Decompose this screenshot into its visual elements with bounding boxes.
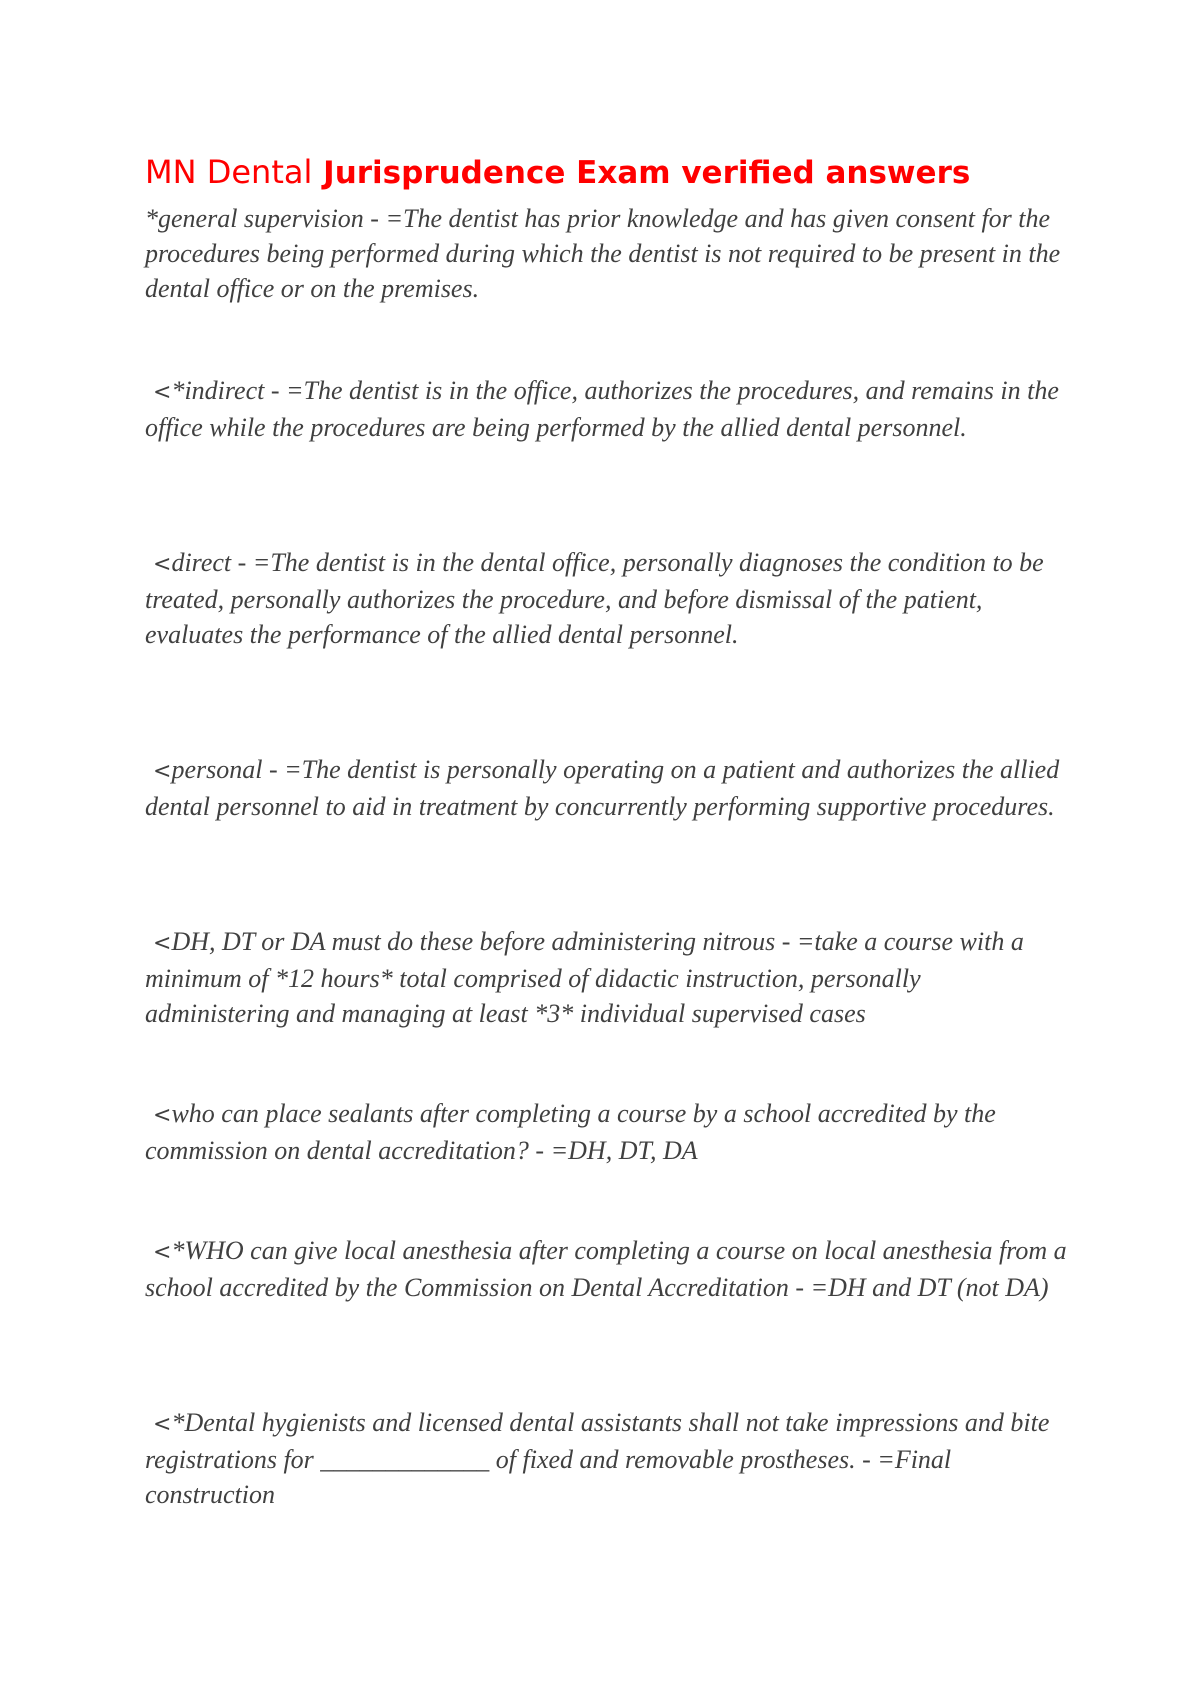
qa-entry-sealants (145, 1096, 1070, 1168)
qa-entry-indirect (145, 373, 1070, 445)
entry-prefix: < (153, 380, 172, 405)
entry-text: *indirect - =The dentist is in the office, authorizes the procedures, and remains in the office while the procedures are being performed by the allied dental personnel. (145, 376, 1059, 442)
entry-text: who can place sealants after completing a course by a school accredited by the commission on dental accreditation? - =DH, DT, DA (145, 1099, 996, 1165)
qa-entry-impressions (145, 1405, 1070, 1512)
qa-entry-general-supervision (145, 201, 1070, 306)
title-bold: Jurisprudence Exam verified answers (312, 155, 971, 191)
entry-text: DH, DT or DA must do these before administering nitrous - =take a course with a minimum of *12 hours* total comprised of didactic instruction, personally administering and managing at least *3* individual supervised cases (145, 927, 1024, 1028)
document-title (145, 152, 970, 193)
entry-text: *general supervision - =The dentist has prior knowledge and has given consent for the procedures being performed during which the dentist is not required to be present in the dental office or on the premises. (145, 204, 1061, 303)
qa-entry-personal (145, 752, 1070, 824)
qa-entry-local-anesthesia (145, 1233, 1070, 1305)
entry-text: direct - =The dentist is in the dental office, personally diagnoses the condition to be treated, personally authorizes the procedure, and before dismissal of the patient, evaluates the performance of the allied dental personnel. (145, 548, 1044, 649)
entry-prefix: < (153, 1103, 172, 1128)
qa-entry-direct (145, 545, 1070, 652)
entry-text: personal - =The dentist is personally operating on a patient and authorizes the allied dental personnel to aid in treatment by concurrently performing supportive procedures. (145, 755, 1060, 821)
entry-text: *Dental hygienists and licensed dental assistants shall not take impressions and bite registrations for _____________ of fixed and removable prostheses. - =Final construction (145, 1408, 1050, 1509)
entry-prefix: < (153, 931, 172, 956)
entry-prefix: < (153, 759, 172, 784)
entry-prefix: < (153, 1240, 172, 1265)
entry-prefix: < (153, 552, 172, 577)
qa-entry-nitrous-requirements (145, 924, 1070, 1031)
entry-text: *WHO can give local anesthesia after completing a course on local anesthesia from a school accredited by the Commission on Dental Accreditation - =DH and DT (not DA) (145, 1236, 1067, 1302)
entry-prefix: < (153, 1412, 172, 1437)
title-regular: MN Dental (145, 153, 313, 191)
